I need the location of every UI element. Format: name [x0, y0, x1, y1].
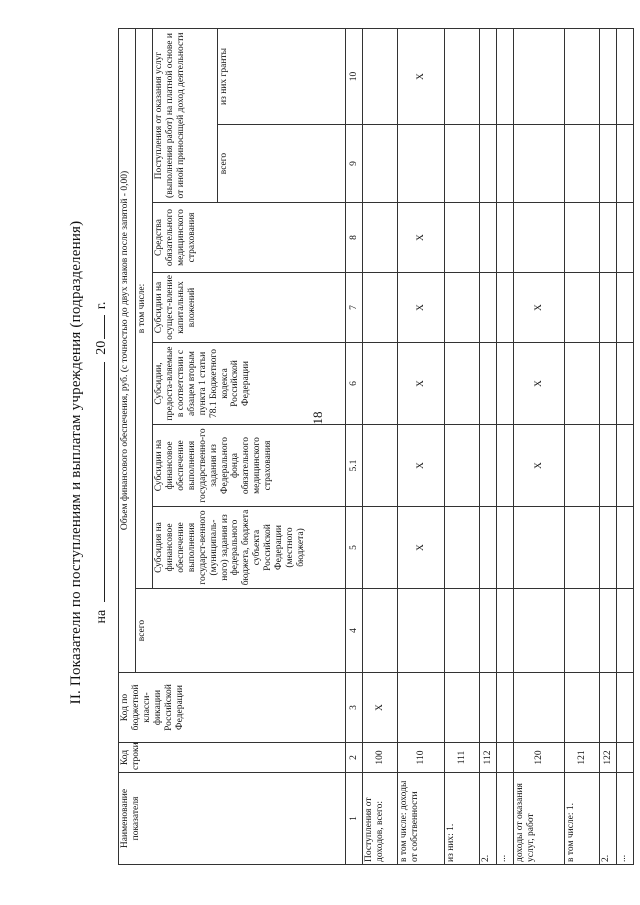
row-code: 110	[398, 743, 445, 773]
row-col9	[600, 125, 617, 203]
table-row	[565, 29, 600, 865]
row-col10	[600, 29, 617, 125]
row-col6	[480, 343, 497, 425]
row-col8	[617, 203, 634, 273]
row-col9	[497, 125, 514, 203]
year-blank	[104, 315, 105, 339]
header-col7: Субсидии на осущест-вление капитальных вложений	[153, 273, 346, 343]
row-total	[497, 589, 514, 673]
row-col51	[445, 425, 480, 507]
row-budget-code	[514, 673, 565, 743]
row-col8	[565, 203, 600, 273]
header-col5: Субсидия на финансовое обеспечение выполнения государст-венного (муниципаль-ного) задания из федерального бюджета, бюджета субъекта Российской Федерации (местного бюджета)	[153, 507, 346, 589]
row-col6: X	[398, 343, 445, 425]
indicators-table	[118, 28, 634, 865]
row-code	[617, 743, 634, 773]
row-total	[445, 589, 480, 673]
column-number: 4	[346, 589, 363, 673]
row-col51	[497, 425, 514, 507]
row-col9	[480, 125, 497, 203]
row-name: в том числе: доходы от собственности	[398, 773, 445, 865]
row-col51	[617, 425, 634, 507]
header-code-line: Код строки	[119, 743, 346, 773]
row-code: 122	[600, 743, 617, 773]
row-code: 112	[480, 743, 497, 773]
rotated-page	[62, 20, 640, 905]
date-blank	[104, 362, 105, 602]
header-code-budget: Код по бюджетной класси-фикации Российской Федерации	[119, 673, 346, 743]
column-number: 2	[346, 743, 363, 773]
row-col6	[600, 343, 617, 425]
table-row	[514, 29, 565, 865]
row-budget-code	[617, 673, 634, 743]
row-col9	[445, 125, 480, 203]
row-col10	[363, 29, 398, 125]
column-numbers-row	[346, 29, 363, 865]
table-row	[398, 29, 445, 865]
row-budget-code	[398, 673, 445, 743]
row-col7	[617, 273, 634, 343]
row-code	[497, 743, 514, 773]
row-col8	[480, 203, 497, 273]
row-col6: X	[514, 343, 565, 425]
period-prefix: на	[94, 609, 109, 624]
row-col9	[363, 125, 398, 203]
header-including: в том числе:	[136, 29, 153, 589]
row-budget-code	[600, 673, 617, 743]
row-budget-code	[565, 673, 600, 743]
header-total: всего	[136, 589, 346, 673]
row-name: доходы от оказания услуг, работ	[514, 773, 565, 865]
row-name: из них: 1.	[445, 773, 480, 865]
row-total	[514, 589, 565, 673]
row-col9	[565, 125, 600, 203]
column-number: 10	[346, 29, 363, 125]
row-col51	[480, 425, 497, 507]
row-col6	[617, 343, 634, 425]
row-col10	[480, 29, 497, 125]
row-col10	[445, 29, 480, 125]
header-name: Наименование показателя	[119, 773, 346, 865]
row-code: 120	[514, 743, 565, 773]
row-col6	[497, 343, 514, 425]
row-code: 111	[445, 743, 480, 773]
row-col5: X	[398, 507, 445, 589]
column-number: 1	[346, 773, 363, 865]
row-name: ...	[497, 773, 514, 865]
row-col9	[398, 125, 445, 203]
row-budget-code	[480, 673, 497, 743]
table-row	[480, 29, 497, 865]
row-col9	[617, 125, 634, 203]
column-number: 7	[346, 273, 363, 343]
row-col9	[514, 125, 565, 203]
row-col8	[445, 203, 480, 273]
row-name: 2.	[480, 773, 497, 865]
row-col8: X	[398, 203, 445, 273]
row-total	[363, 589, 398, 673]
header-row-1	[119, 29, 136, 865]
year-prefix: 20	[94, 340, 109, 355]
row-col5	[600, 507, 617, 589]
row-col6	[445, 343, 480, 425]
header-col8: Средства обязательного медицинского страхования	[153, 203, 346, 273]
row-col5	[565, 507, 600, 589]
table-row	[600, 29, 617, 865]
row-col7	[363, 273, 398, 343]
page-number: 18	[310, 411, 325, 425]
row-col5	[514, 507, 565, 589]
row-col7	[480, 273, 497, 343]
row-code: 100	[363, 743, 398, 773]
table-row	[363, 29, 398, 865]
row-col6	[363, 343, 398, 425]
row-col7	[445, 273, 480, 343]
row-budget-code: X	[363, 673, 398, 743]
row-total	[480, 589, 497, 673]
row-col5	[363, 507, 398, 589]
row-col5	[480, 507, 497, 589]
row-col5	[617, 507, 634, 589]
header-col10: из них гранты	[218, 29, 346, 125]
row-name: 2.	[600, 773, 617, 865]
column-number: 5.1	[346, 425, 363, 507]
row-col8	[514, 203, 565, 273]
row-name: ...	[617, 773, 634, 865]
row-col10	[565, 29, 600, 125]
row-col8	[363, 203, 398, 273]
column-number: 3	[346, 673, 363, 743]
table-row	[497, 29, 514, 865]
row-total	[600, 589, 617, 673]
column-number: 5	[346, 507, 363, 589]
row-col7: X	[514, 273, 565, 343]
header-funding: Объем финансового обеспечения, руб. (с точностью до двух знаков после запятой - 0,00)	[119, 29, 136, 673]
row-col8	[497, 203, 514, 273]
period-line	[94, 20, 110, 905]
row-col7	[497, 273, 514, 343]
row-col10: X	[398, 29, 445, 125]
row-name: в том числе: 1.	[565, 773, 600, 865]
year-suffix: г.	[94, 301, 109, 310]
row-col51: X	[398, 425, 445, 507]
row-code: 121	[565, 743, 600, 773]
row-col6	[565, 343, 600, 425]
row-col51	[565, 425, 600, 507]
header-col51: Субсидии на финансовое обеспечение выполнения государственно-го задания из Федерального фонда обязательного медицинского страхования	[153, 425, 346, 507]
table-row	[445, 29, 480, 865]
column-number: 8	[346, 203, 363, 273]
page-title: II. Показатели по поступлениям и выплатам учреждения (подразделения)	[68, 220, 84, 705]
row-col5	[445, 507, 480, 589]
header-col9: всего	[218, 125, 346, 203]
row-name: Поступления от доходов, всего:	[363, 773, 398, 865]
row-col10	[497, 29, 514, 125]
row-col10	[617, 29, 634, 125]
row-col10	[514, 29, 565, 125]
column-number: 9	[346, 125, 363, 203]
row-col8	[600, 203, 617, 273]
row-col7	[565, 273, 600, 343]
row-col7: X	[398, 273, 445, 343]
column-number: 6	[346, 343, 363, 425]
header-col-paid: Поступления от оказания услуг (выполнения работ) на платной основе и от иной приносящей доход деятельности	[153, 29, 218, 203]
row-total	[565, 589, 600, 673]
row-total	[398, 589, 445, 673]
row-budget-code	[497, 673, 514, 743]
row-col51: X	[514, 425, 565, 507]
row-total	[617, 589, 634, 673]
header-col6: Субсидии, предоста-вляемые в соответствии с абзацем вторым пункта 1 статьи 78.1 Бюджетного кодекса Российской Федерации	[153, 343, 346, 425]
row-budget-code	[445, 673, 480, 743]
row-col7	[600, 273, 617, 343]
row-col51	[600, 425, 617, 507]
row-col51	[363, 425, 398, 507]
row-col5	[497, 507, 514, 589]
table-row	[617, 29, 634, 865]
